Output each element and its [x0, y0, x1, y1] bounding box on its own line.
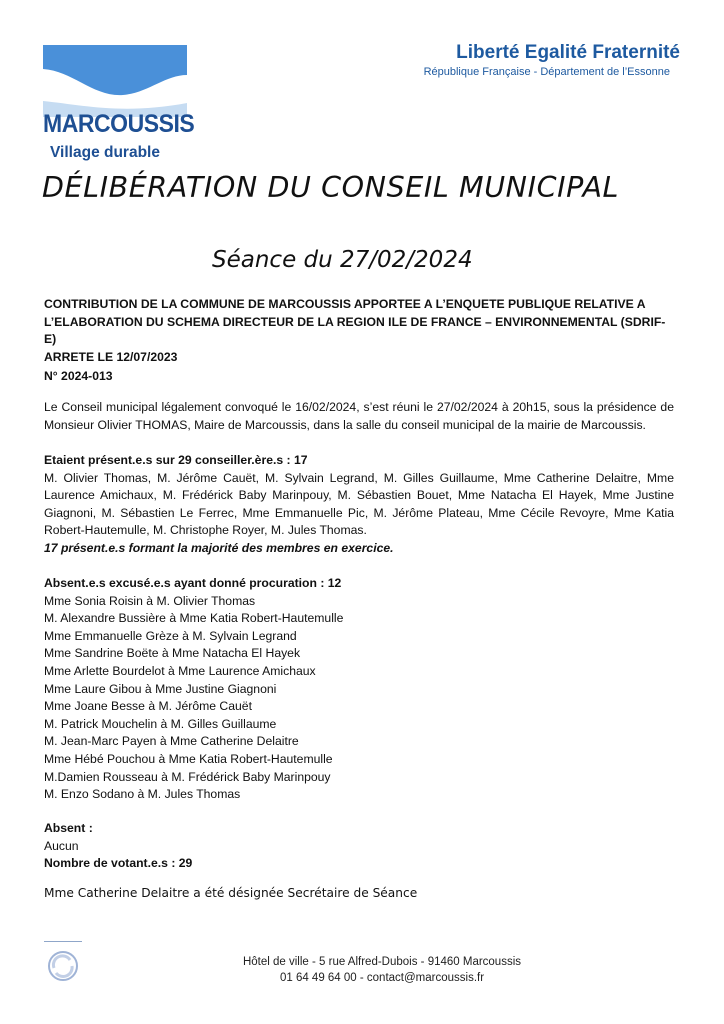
intro-paragraph: Le Conseil municipal légalement convoqué le 16/02/2024, s’est réuni le 27/02/2024 à 20h15, sous la présidence de Monsieur Olivier THOMAS, Maire de Marcoussis, dans la salle du conseil municipal de la mairie de Marcoussis.: [44, 400, 674, 432]
absent-value: Aucun: [44, 838, 79, 853]
presents-list: M. Olivier Thomas, M. Jérôme Cauët, M. Sylvain Legrand, M. Gilles Guillaume, Mme Catherine Delaitre, Mme Laurence Amichaux, M. Frédérick Baby Marinpouy, M. Sébastien Bouet, Mme Natacha El Hayek, Mme Justine Giagnoni, M. Sébastien Le Ferrec, Mme Emmanuelle Pic, M. Jérôme Plateau, Mme Cécile Revoyre, Mme Katia Robert-Hautemulle, M. Christophe Royer, M. Jules Thomas.: [44, 470, 674, 538]
footer-address: Hôtel de ville - 5 rue Alfred-Dubois - 91460 Marcoussis: [242, 956, 522, 968]
list-item: Mme Hébé Pouchou à Mme Katia Robert-Hautemulle: [44, 751, 333, 766]
subject-line: CONTRIBUTION DE LA COMMUNE DE MARCOUSSIS APPORTEE A L’ENQUETE PUBLIQUE RELATIVE A: [44, 297, 646, 311]
logo-name: MARCOUSSIS: [43, 110, 195, 138]
logo-wave-icon: [43, 45, 187, 117]
presents-heading: Etaient présent.e.s sur 29 conseiller.ère.s : 17: [44, 453, 308, 467]
subject-line: L’ELABORATION DU SCHEMA DIRECTEUR DE LA REGION ILE DE FRANCE – ENVIRONNEMENTAL (SDRIF-E): [44, 314, 666, 347]
list-item: M. Enzo Sodano à M. Jules Thomas: [44, 787, 241, 802]
footer-divider: [44, 941, 82, 942]
list-item: Mme Arlette Bourdelot à Mme Laurence Amichaux: [44, 663, 316, 678]
deliberation-number: N° 2024-013: [44, 369, 113, 383]
list-item: M. Patrick Mouchelin à M. Gilles Guillaume: [44, 716, 277, 731]
deliberation-subject: [44, 296, 674, 366]
republic-motto: Liberté Egalité Fraternité: [456, 42, 680, 63]
list-item: Mme Sandrine Boëte à Mme Natacha El Hayek: [44, 646, 301, 661]
document-title: DÉLIBÉRATION DU CONSEIL MUNICIPAL: [42, 171, 620, 204]
footer-contact: 01 64 49 64 00 - contact@marcoussis.fr: [279, 972, 485, 984]
list-item: Mme Emmanuelle Grèze à M. Sylvain Legrand: [44, 628, 297, 643]
list-item: M. Jean-Marc Payen à Mme Catherine Delaitre: [44, 734, 299, 749]
majority-statement: 17 présent.e.s formant la majorité des membres en exercice.: [44, 540, 394, 555]
votants-count: Nombre de votant.e.s : 29: [44, 856, 193, 871]
absent-heading: Absent :: [44, 821, 93, 835]
logo-tagline: Village durable: [50, 144, 160, 161]
list-item: Mme Sonia Roisin à M. Olivier Thomas: [44, 593, 256, 608]
list-item: M. Alexandre Bussière à Mme Katia Robert-Hautemulle: [44, 611, 344, 626]
secretary-statement: Mme Catherine Delaitre a été désignée Secrétaire de Séance: [44, 886, 418, 900]
absent-section: [44, 820, 674, 873]
list-item: Mme Joane Besse à M. Jérôme Cauët: [44, 699, 252, 714]
procurations-heading: Absent.e.s excusé.e.s ayant donné procuration : 12: [44, 576, 342, 590]
procurations-section: [44, 575, 674, 804]
seance-date: Séance du 27/02/2024: [212, 247, 473, 273]
presents-section: [44, 452, 674, 558]
list-item: Mme Laure Gibou à Mme Justine Giagnoni: [44, 681, 277, 696]
republic-subtitle: République Française - Département de l’Essonne: [423, 66, 670, 78]
subject-line: ARRETE LE 12/07/2023: [44, 349, 178, 364]
list-item: M.Damien Rousseau à M. Frédérick Baby Marinpouy: [44, 769, 331, 784]
